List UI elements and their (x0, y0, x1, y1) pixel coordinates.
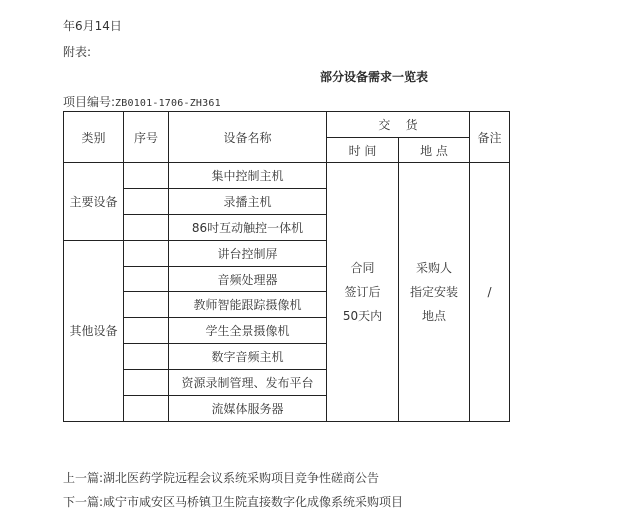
header-equipment: 设备名称 (169, 112, 327, 163)
header-category: 类别 (64, 112, 124, 163)
category-cell: 主要设备 (64, 163, 124, 241)
seq-cell (124, 188, 169, 214)
header-time: 时 间 (327, 138, 399, 163)
announcement-date: 年6月14日 (63, 19, 122, 33)
next-article-label: 下一篇: (63, 495, 104, 509)
equipment-cell: 集中控制主机 (169, 163, 327, 189)
equipment-requirements-table (63, 111, 510, 422)
next-article-link[interactable]: 咸宁市咸安区马桥镇卫生院直接数字化成像系统采购项目 (103, 495, 404, 509)
delivery-time-line: 合同 (350, 260, 375, 275)
header-seq: 序号 (124, 112, 169, 163)
category-cell: 其他设备 (64, 240, 124, 421)
equipment-cell: 86吋互动触控一体机 (169, 214, 327, 240)
equipment-cell: 音频处理器 (169, 266, 327, 292)
previous-article (63, 469, 379, 486)
delivery-place-line: 地点 (422, 308, 447, 323)
seq-cell (124, 370, 169, 396)
seq-cell (124, 344, 169, 370)
next-article (63, 493, 403, 510)
seq-cell (124, 318, 169, 344)
delivery-place-cell (399, 163, 470, 422)
seq-cell (124, 163, 169, 189)
table-title: 部分设备需求一览表 (320, 70, 429, 84)
delivery-time-cell (327, 163, 399, 422)
equipment-cell: 数字音频主机 (169, 344, 327, 370)
header-remark: 备注 (470, 112, 510, 163)
remark-cell: / (470, 163, 510, 422)
attachment-label: 附表: (63, 45, 92, 59)
previous-article-label: 上一篇: (63, 471, 104, 485)
project-number-label: 项目编号: (63, 95, 116, 109)
seq-cell (124, 240, 169, 266)
delivery-time-line: 签订后 (344, 284, 381, 299)
previous-article-link[interactable]: 湖北医药学院远程会议系统采购项目竞争性磋商公告 (103, 471, 380, 485)
header-delivery-text: 交 货 (378, 118, 418, 132)
delivery-place-line: 采购人 (416, 260, 453, 275)
seq-cell (124, 266, 169, 292)
header-place: 地 点 (399, 138, 470, 163)
equipment-cell: 学生全景摄像机 (169, 318, 327, 344)
equipment-cell: 录播主机 (169, 188, 327, 214)
delivery-place-line: 指定安装 (410, 284, 459, 299)
header-delivery (327, 112, 470, 138)
project-number (63, 93, 221, 110)
equipment-cell: 资源录制管理、发布平台 (169, 370, 327, 396)
equipment-cell: 讲台控制屏 (169, 240, 327, 266)
equipment-cell: 流媒体服务器 (169, 396, 327, 422)
equipment-cell: 教师智能跟踪摄像机 (169, 292, 327, 318)
project-number-value: ZB0101-1706-ZH361 (115, 98, 221, 109)
seq-cell (124, 214, 169, 240)
table-row (64, 163, 510, 189)
seq-cell (124, 292, 169, 318)
delivery-time-line: 50天内 (342, 308, 383, 323)
seq-cell (124, 396, 169, 422)
